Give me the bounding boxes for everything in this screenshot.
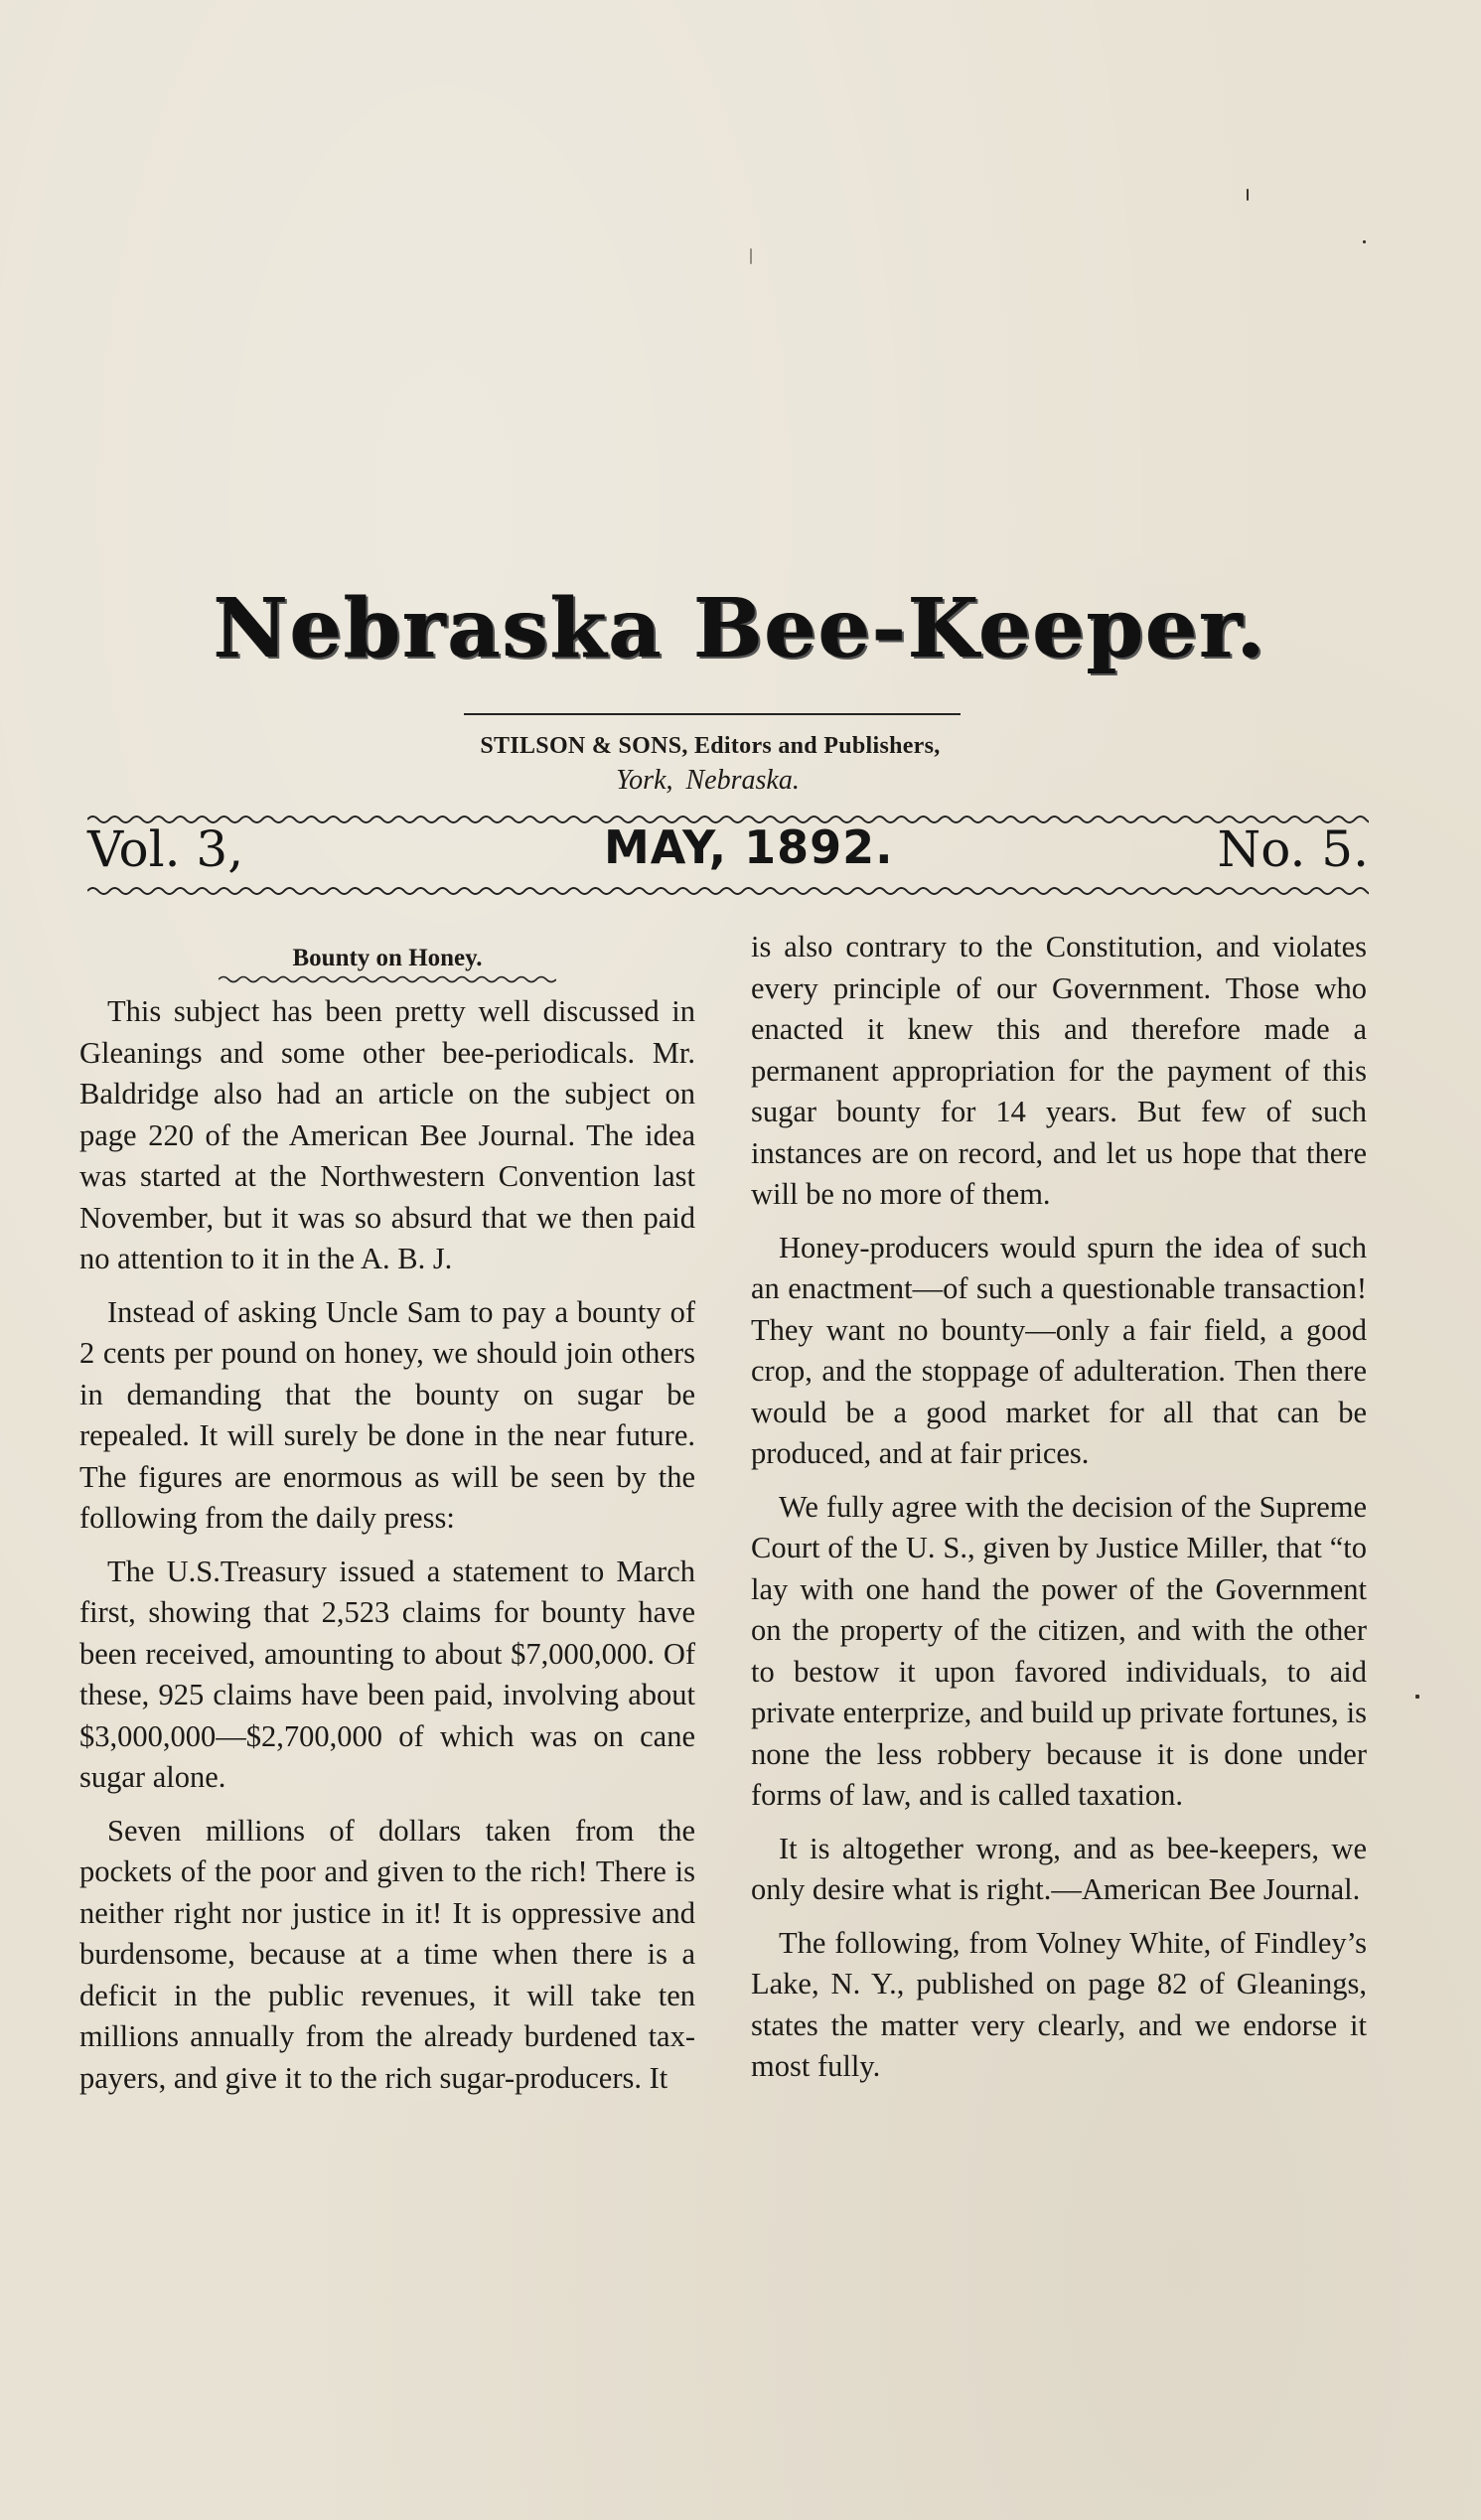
article-paragraph: Instead of asking Uncle Sam to pay a bounty of 2 cents per pound on honey, we should join others in demanding that the bounty on sugar be repealed. It will surely be done in the near future. The figures are enormous as will be seen by the following from the daily press: bbox=[79, 1294, 695, 1535]
article-paragraph: Seven millions of dollars taken from the pockets of the poor and given to the rich! There is neither right nor justice in it! It is oppressive and burdensome, because at a time when there is a deficit in the public revenues, it will take ten millions annually from the already burdened tax-payers, and give it to the rich sugar-producers. It bbox=[79, 1813, 695, 2095]
article-heading: Bounty on Honey. bbox=[292, 945, 483, 971]
article-column-right bbox=[751, 927, 1367, 2088]
article-column-left bbox=[79, 944, 695, 2099]
wavy-rule-bottom bbox=[87, 884, 1369, 898]
article-paragraph: is also contrary to the Constitution, and violates every principle of our Government. Those who enacted it knew this and therefore made a permanent appropriation for the payment of this sugar bounty for 14 years. But few of such instances are on record, and let us hope that there will be no more of them. bbox=[751, 930, 1367, 1211]
article-paragraph: The following, from Volney White, of Findley’s Lake, N. Y., published on page 82 of Gleanings, states the matter very clearly, and we endorse it most fully. bbox=[751, 1925, 1367, 2083]
article-paragraph: This subject has been pretty well discussed in Gleanings and some other bee-periodicals. Mr. Baldridge also had an article on the subject on page 220 of the American Bee Journal. The idea was started at the Northwestern Convention last November, but it was so absurd that we then paid no attention to it in the A. B. J. bbox=[79, 994, 695, 1275]
article-paragraph: We fully agree with the decision of the Supreme Court of the U. S., given by Justice Miller, that “to lay with one hand the power of the Government on the property of the citizen, and with the other to bestow it upon favored individuals, to aid private enterprize, and build up private fortunes, is none the less robbery because it is done under forms of law, and is called taxation. bbox=[751, 1489, 1367, 1812]
article-paragraph: Honey-producers would spurn the idea of such an enactment—of such a questionable transaction! They want no bounty—only a fair field, a good crop, and the stoppage of adulteration. Then there would be a good market for all that can be produced, and at fair prices. bbox=[751, 1230, 1367, 1470]
volume-label: Vol. 3, bbox=[87, 820, 244, 878]
heading-wavy-rule bbox=[219, 973, 556, 985]
masthead-title: Nebraska Bee-Keeper. bbox=[214, 581, 1267, 676]
paper-speck bbox=[1363, 240, 1366, 243]
masthead-rule bbox=[464, 713, 961, 715]
publication-place: York, Nebraska. bbox=[616, 765, 800, 796]
article-paragraph: The U.S.Treasury issued a statement to March first, showing that 2,523 claims for bounty have been received, amounting to about $7,000,000. Of these, 925 claims have been paid, involving about $3,000,000—$2,700,000 of which was on cane sugar alone. bbox=[79, 1554, 695, 1794]
paper-speck bbox=[1415, 1695, 1419, 1699]
editors-line: STILSON & SONS, Editors and Publishers, bbox=[480, 733, 941, 759]
issue-date: MAY, 1892. bbox=[604, 820, 894, 874]
paper-speck bbox=[750, 248, 752, 264]
article-paragraph: It is altogether wrong, and as bee-keepers, we only desire what is right.—American Bee Journal. bbox=[751, 1831, 1367, 1906]
issue-number: No. 5. bbox=[1217, 820, 1369, 878]
issue-line bbox=[87, 820, 1369, 880]
paper-speck bbox=[1247, 189, 1249, 201]
